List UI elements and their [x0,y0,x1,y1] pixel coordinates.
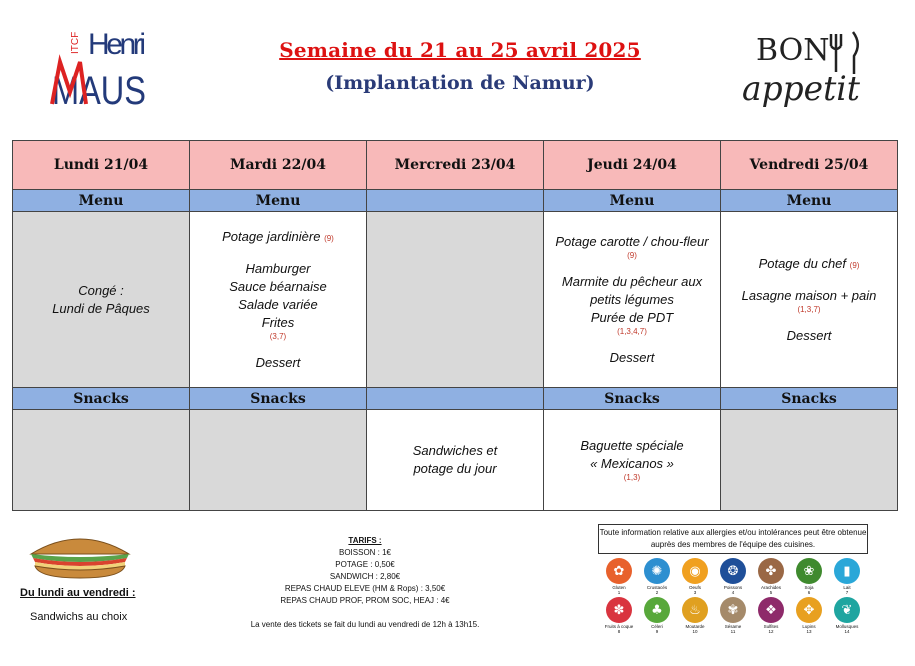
allergen-item [790,597,828,634]
page-title: Semaine du 21 au 25 avril 2025 [279,38,641,62]
itcf-henri-maus-logo [50,14,150,113]
allergen-label: Crustacés [646,585,668,590]
weekly-menu-table [12,140,898,511]
milk-icon: ▮ [834,558,860,584]
day-thursday: Jeudi 24/04 [544,141,721,190]
allergen-number: 6 [807,590,811,595]
allergen-item [752,597,790,634]
snacks-label-wednesday [367,388,544,410]
dessert-item: Dessert [255,354,301,370]
tarif-line: REPAS CHAUD ELEVE (HM & Rops) : 3,50€ [284,584,446,593]
soup-item [194,228,362,248]
tarif-line: REPAS CHAUD PROF, PROM SOC, HEAJ : 4€ [280,596,450,605]
allergen-item [714,558,752,595]
allergen-number: 9 [655,629,659,634]
main-allergens: (3,7) [269,331,287,341]
soup-name: Potage jardinière [222,228,321,244]
snacks-label-tuesday: Snacks [190,388,367,410]
lupin-icon: ✥ [796,597,822,623]
logo-henri: Henri [88,28,146,61]
snack-line-1: Sandwiches et [412,443,498,458]
allergen-item [638,558,676,595]
main-line-2: petits légumes [590,291,674,307]
nut-icon: ✽ [606,597,632,623]
day-wednesday: Mercredi 23/04 [367,141,544,190]
page-subtitle: (Implantation de Namur) [325,72,595,94]
snack-cell-wednesday [367,410,544,511]
menu-band-row [13,190,898,212]
logo-itcf-prefix: ITCF [70,31,81,54]
menu-cell-monday [13,212,190,388]
holiday-name: Lundi de Pâques [52,300,150,316]
snack-line-1: Baguette spéciale [580,438,684,453]
allergen-number: 10 [692,629,698,634]
allergen-number: 2 [655,590,659,595]
allergy-info-box: Toute information relative aux allergies et/ou intolérances peut être obtenue auprès des membres de l'équipe des cuisines. [598,524,868,554]
soup-item [725,255,893,275]
allergen-item [638,597,676,634]
menu-label-wednesday [367,190,544,212]
allergen-item [676,597,714,634]
allergen-label: Gluten [612,585,626,590]
allergen-label: Céleri [651,624,663,629]
main-allergens: (1,3,7) [797,304,821,314]
egg-icon: ◉ [682,558,708,584]
day-tuesday: Mardi 22/04 [190,141,367,190]
snacks-label-friday: Snacks [721,388,898,410]
main-line-2: Sauce béarnaise [229,278,327,294]
menu-row [13,212,898,388]
menu-label-thursday: Menu [544,190,721,212]
snack-line-2: « Mexicanos » [590,456,674,471]
day-friday: Vendredi 25/04 [721,141,898,190]
allergen-number: 7 [845,590,849,595]
allergen-number: 8 [617,629,621,634]
logo-maus: MAUS [52,69,146,113]
crab-icon: ✺ [644,558,670,584]
sulfite-icon: ❖ [758,597,784,623]
fork-knife-icon [831,32,858,74]
allergen-number: 12 [768,629,774,634]
sesame-icon: ✾ [720,597,746,623]
tarif-line: BOISSON : 1€ [338,548,392,557]
days-header-row [13,141,898,190]
dessert-item: Dessert [609,349,655,365]
footer-left-text: Sandwichs au choix [30,611,128,623]
allergens-legend [600,558,870,634]
tarif-line: POTAGE : 0,50€ [335,560,395,569]
allergen-number: 14 [844,629,850,634]
snack-cell-monday [13,410,190,511]
allergen-number: 4 [731,590,735,595]
snack-cell-tuesday [190,410,367,511]
tarifs-title: TARIFS : [348,536,382,545]
celery-icon: ♣ [644,597,670,623]
allergen-label: Moutarde [685,624,705,629]
mustard-icon: ♨ [682,597,708,623]
menu-label-monday: Menu [13,190,190,212]
snacks-band-row [13,388,898,410]
snack-cell-friday [721,410,898,511]
soup-allergens: (9) [849,260,860,270]
allergen-item [714,597,752,634]
allergen-label: Fruits à coque [604,624,634,629]
allergen-number: 11 [730,629,736,634]
bon-appetit-logo [738,22,873,114]
soup-allergens: (9) [627,250,637,260]
main-line-1: Marmite du pêcheur aux [561,273,703,289]
dessert-item: Dessert [786,327,832,343]
allergen-item [676,558,714,595]
snacks-row [13,410,898,511]
shell-icon: ❦ [834,597,860,623]
menu-cell-thursday [544,212,721,388]
allergen-label: Sulfites [763,624,779,629]
main-allergens: (1,3,4,7) [617,326,647,336]
allergen-number: 1 [617,590,621,595]
logo-appetit-text: appetit [742,69,861,109]
sandwich-illustration [25,530,135,580]
allergen-label: Oeufs [688,585,701,590]
allergen-number: 3 [693,590,697,595]
allergen-label: Lupins [802,624,816,629]
main-line-3: Purée de PDT [590,309,674,325]
menu-cell-friday [721,212,898,388]
soy-icon: ❀ [796,558,822,584]
wheat-icon: ✿ [606,558,632,584]
soup-name: Potage carotte / chou-fleur [555,233,709,249]
tickets-note: La vente des tickets se fait du lundi au vendredi de 12h à 13h15. [250,620,480,629]
allergen-number: 5 [769,590,773,595]
allergen-label: Soja [804,585,814,590]
tarifs-block [230,535,500,607]
title-block [200,38,720,94]
menu-cell-wednesday [367,212,544,388]
allergen-label: Mollusques [835,624,859,629]
allergen-item [828,558,866,595]
holiday-label: Congé : [78,282,124,298]
allergen-label: Poissons [723,585,743,590]
peanut-icon: ✤ [758,558,784,584]
allergen-label: Lait [843,585,851,590]
main-line-3: Salade variée [238,296,318,312]
snack-cell-thursday [544,410,721,511]
allergen-item [828,597,866,634]
soup-name: Potage du chef [758,255,847,271]
allergen-item [600,558,638,595]
menu-cell-tuesday [190,212,367,388]
snacks-label-thursday: Snacks [544,388,721,410]
allergen-label: Sésame [724,624,742,629]
logo-bon-text: BON [756,33,830,68]
snack-allergens: (1,3) [623,473,641,482]
main-line-1: Hamburger [245,260,311,276]
allergen-item [752,558,790,595]
soup-allergens: (9) [324,233,334,243]
main-line-4: Frites [261,314,295,330]
snack-line-2: potage du jour [413,461,497,476]
footer-left-title: Du lundi au vendredi : [20,587,136,599]
menu-label-friday: Menu [721,190,898,212]
allergen-item [790,558,828,595]
allergen-label: Arachides [760,585,781,590]
fish-icon: ❂ [720,558,746,584]
allergen-item [600,597,638,634]
allergen-number: 13 [806,629,812,634]
main-line-1: Lasagne maison + pain [741,287,877,303]
tarif-line: SANDWICH : 2,80€ [329,572,401,581]
menu-label-tuesday: Menu [190,190,367,212]
day-monday: Lundi 21/04 [13,141,190,190]
snacks-label-monday: Snacks [13,388,190,410]
